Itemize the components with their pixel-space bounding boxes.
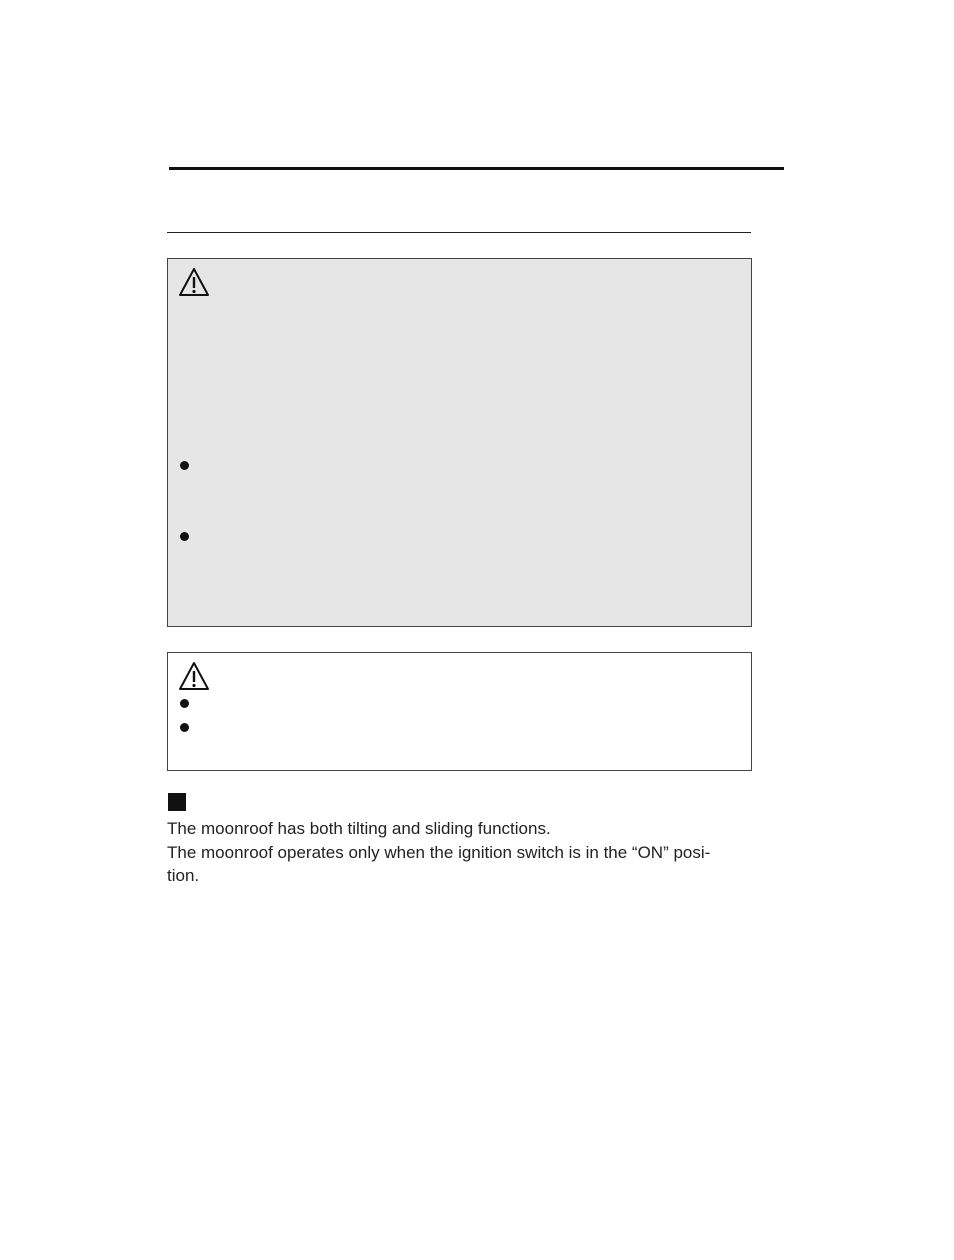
bullet-icon <box>180 532 189 541</box>
black-square-icon <box>168 793 186 811</box>
bullet-icon <box>180 699 189 708</box>
bullet-icon <box>180 723 189 732</box>
section-rule <box>167 232 751 233</box>
warning-triangle-icon <box>178 661 210 691</box>
moonroof-description <box>167 817 757 888</box>
body-line-2: The moonroof operates only when the ignition switch is in the “ON” posi- <box>167 842 711 862</box>
header-rule <box>169 167 784 170</box>
body-line-1: The moonroof has both tilting and sliding functions. <box>167 819 551 838</box>
warning-box <box>167 258 752 627</box>
body-line-3: tion. <box>167 866 200 885</box>
warning-triangle-icon <box>178 267 210 297</box>
caution-box <box>167 652 752 771</box>
bullet-icon <box>180 461 189 470</box>
